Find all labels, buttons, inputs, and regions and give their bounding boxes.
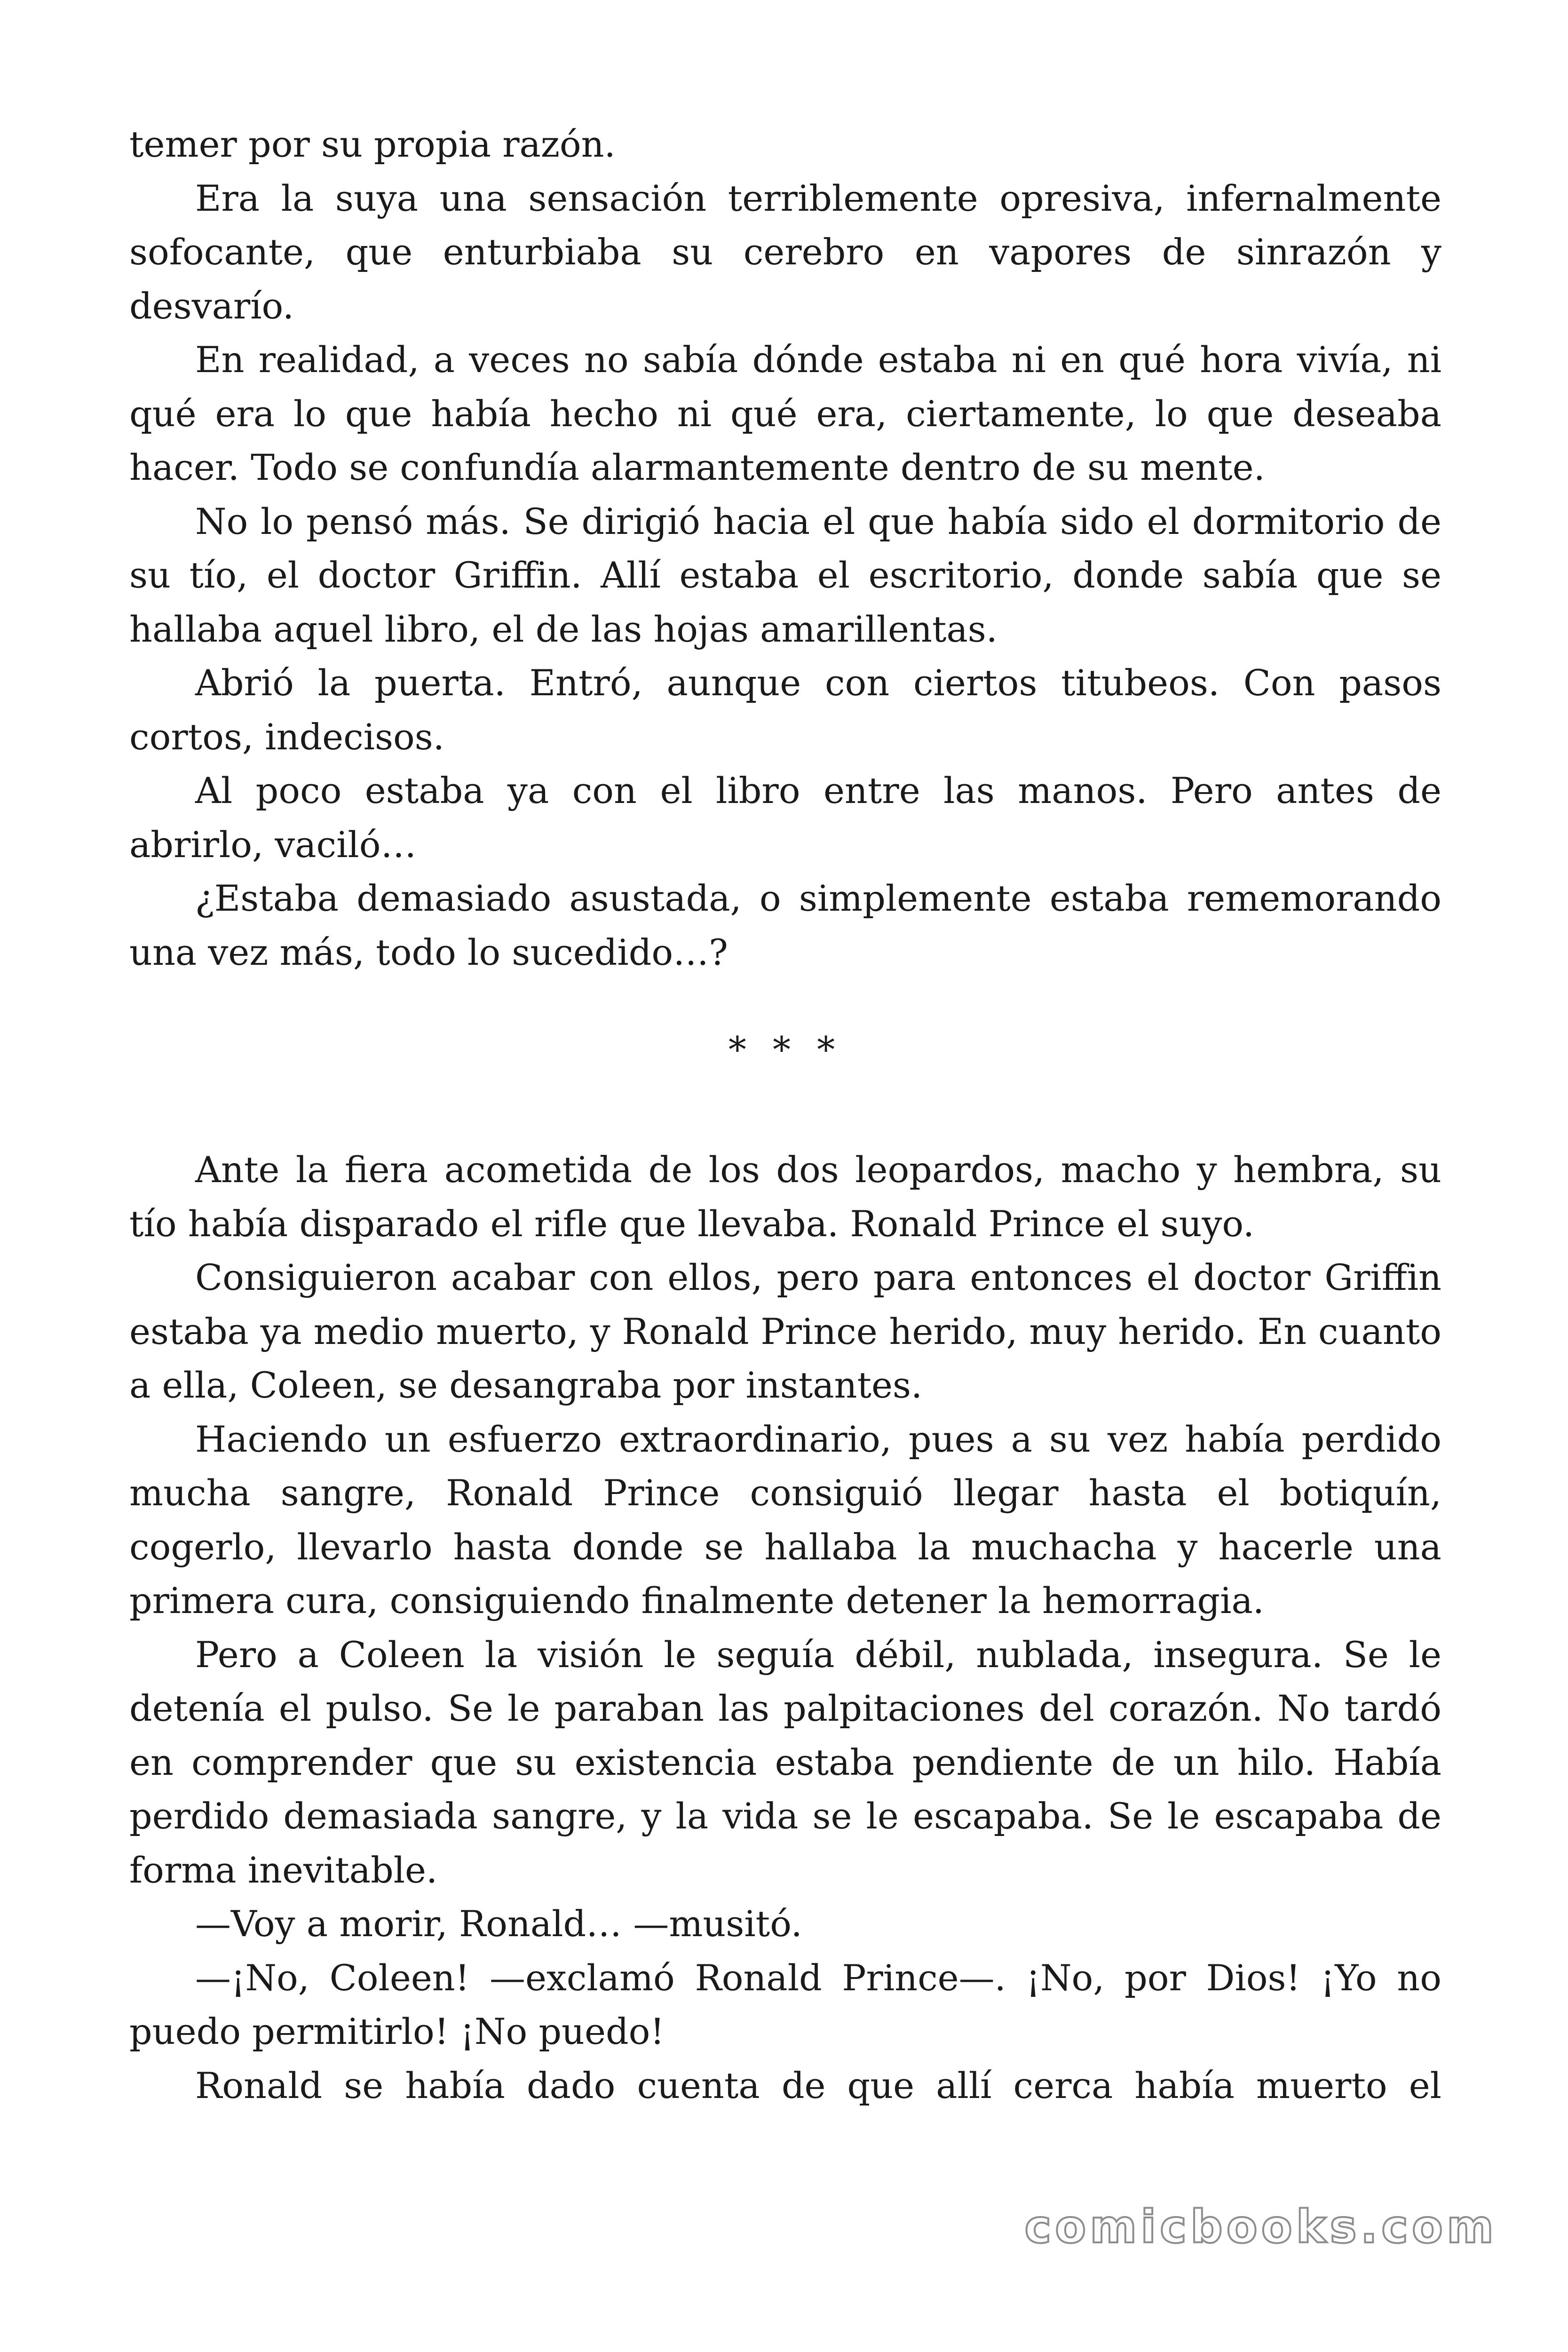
paragraph: No lo pensó más. Se dirigió hacia el que había sido el dormitorio de su tío, el doctor Griffin. Allí estaba el escritorio, donde sabía que se hallaba aquel libro, el de las hojas amarillentas.: [129, 500, 1441, 650]
paragraph: Era la suya una sensación terriblemente opresiva, infernalmente sofocante, que enturbiaba su cerebro en vapores de sinrazón y desvarío.: [129, 177, 1441, 327]
paragraph: En realidad, a veces no sabía dónde estaba ni en qué hora vivía, ni qué era lo que había hecho ni qué era, ciertamente, lo que deseaba hacer. Todo se confundía alarmantemente dentro de su mente.: [129, 339, 1441, 488]
paragraph: Ante la fiera acometida de los dos leopardos, macho y hembra, su tío había disparado el rifle que llevaba. Ronald Prince el suyo.: [129, 1149, 1441, 1245]
paragraph: Abrió la puerta. Entró, aunque con ciertos titubeos. Con pasos cortos, indecisos.: [129, 662, 1441, 758]
paragraph: ¿Estaba demasiado asustada, o simplemente estaba rememorando una vez más, todo lo sucedido…?: [129, 877, 1441, 973]
dialogue-line: —Voy a morir, Ronald… —musitó.: [195, 1903, 802, 1945]
paragraph: Haciendo un esfuerzo extraordinario, pues a su vez había perdido mucha sangre, Ronald Prince consiguió llegar hasta el botiquín, cogerlo, llevarlo hasta donde se hallaba la muchacha y hacerle una primera cura, consiguiendo finalmente detener la hemorragia.: [129, 1418, 1441, 1621]
paragraph: Al poco estaba ya con el libro entre las manos. Pero antes de abrirlo, vaciló…: [129, 770, 1441, 866]
book-page: [129, 118, 1441, 2113]
paragraph: Consiguieron acabar con ellos, pero para entonces el doctor Griffin estaba ya medio muerto, y Ronald Prince herido, muy herido. En cuanto a ella, Coleen, se desangraba por instantes.: [129, 1256, 1441, 1406]
paragraph: temer por su propia razón.: [129, 123, 616, 165]
text-block-bottom: [129, 1143, 1441, 2113]
dialogue-line: —¡No, Coleen! —exclamó Ronald Prince—. ¡No, por Dios! ¡Yo no puedo permitirlo! ¡No puedo!: [129, 1956, 1441, 2052]
section-separator: * * *: [728, 1029, 843, 1071]
watermark: comicbooks.com: [1024, 2201, 1497, 2253]
paragraph: Ronald se había dado cuenta de que allí cerca había muerto el: [195, 2064, 1441, 2106]
text-block-top: [129, 118, 1441, 979]
paragraph: Pero a Coleen la visión le seguía débil, nublada, insegura. Se le detenía el pulso. Se le paraban las palpitaciones del corazón. No tardó en comprender que su existencia estaba pendiente de un hilo. Había perdido demasiada sangre, y la vida se le escapaba. Se le escapaba de forma inevitable.: [129, 1633, 1441, 1891]
